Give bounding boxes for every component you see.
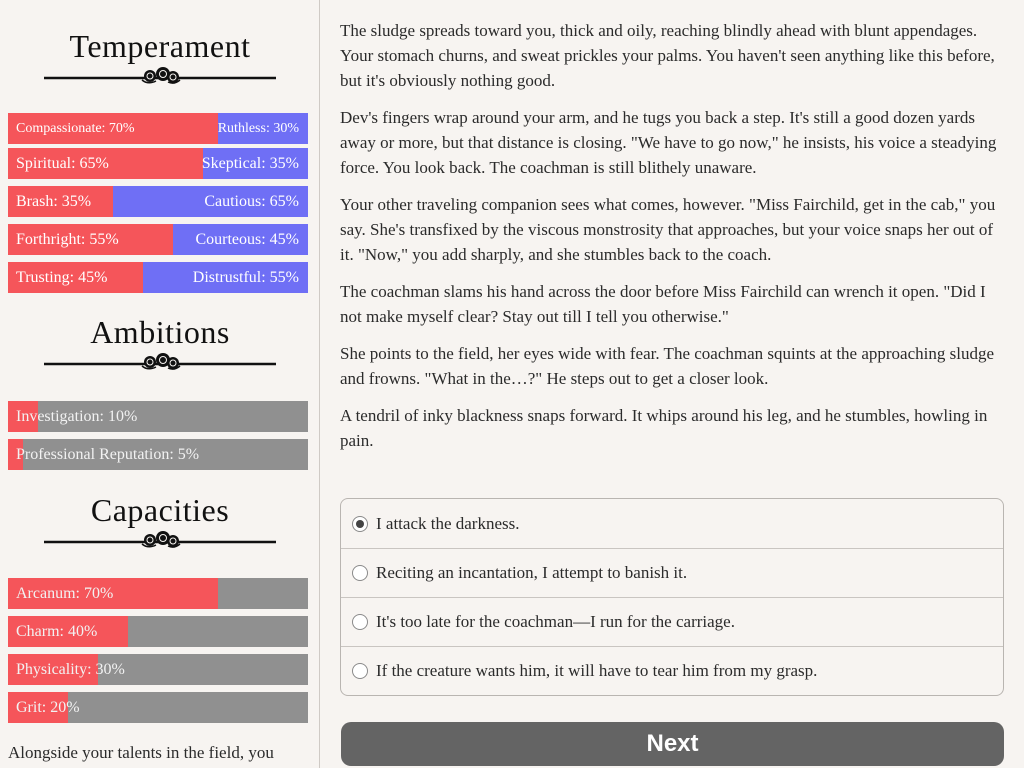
bar-right-label: Cautious: 65% bbox=[204, 193, 299, 210]
bar-left-label: Trusting: 45% bbox=[16, 269, 108, 286]
rose-divider-icon bbox=[44, 528, 276, 550]
bar-right-label: Courteous: 45% bbox=[195, 231, 299, 248]
choice-option[interactable] bbox=[341, 597, 1003, 646]
bar-label: Arcanum: 70% bbox=[16, 585, 114, 602]
story-paragraph: A tendril of inky blackness snaps forward. It whips around his leg, and he stumbles, howling in pain. bbox=[340, 406, 988, 450]
bar-left-label: Forthright: 55% bbox=[16, 231, 119, 248]
capacity-bar bbox=[8, 692, 308, 723]
rose-divider-icon bbox=[44, 64, 276, 86]
bar-right-label: Ruthless: 30% bbox=[217, 121, 299, 136]
story-paragraph: Your other traveling companion sees what comes, however. "Miss Fairchild, get in the cab," you say. She's transfixed by the viscous monstrosity that approaches, but your voice snaps her out of it. "Now," you add sharply, and she stumbles back to the coach. bbox=[340, 195, 996, 264]
choice-label: If the creature wants him, it will have to tear him from my grasp. bbox=[376, 661, 818, 680]
bar-left-label: Spiritual: 65% bbox=[16, 155, 109, 172]
ambitions-header bbox=[0, 316, 320, 372]
story-paragraph: Dev's fingers wrap around your arm, and he tugs you back a step. It's still a good dozen yards away or more, but that distance is closing. "We have to go now," he insists, his voice a steadying force. You look back. The coachman is still blithely unaware. bbox=[340, 108, 997, 177]
ambition-bar bbox=[8, 439, 308, 470]
bar-label: Investigation: 10% bbox=[16, 408, 138, 425]
temperament-bar bbox=[8, 262, 308, 293]
story-paragraph: The sludge spreads toward you, thick and oily, reaching blindly ahead with blunt appendages. Your stomach churns, and sweat prickles your palms. You haven't seen anything like this before, but it's obviously nothing good. bbox=[340, 21, 995, 90]
bar-label: Physicality: 30% bbox=[16, 661, 125, 678]
temperament-bar bbox=[8, 224, 308, 255]
choice-list bbox=[340, 498, 1004, 696]
choice-option[interactable] bbox=[341, 499, 1003, 548]
sidebar-description: Alongside your talents in the field, you bbox=[8, 743, 274, 762]
story-paragraph: The coachman slams his hand across the door before Miss Fairchild can wrench it open. "Did I not make myself clear? Stay out till I tell you otherwise." bbox=[340, 282, 986, 326]
radio-button[interactable] bbox=[352, 516, 368, 532]
temperament-bar bbox=[8, 148, 308, 179]
ambition-bar bbox=[8, 401, 308, 432]
capacity-bar bbox=[8, 654, 308, 685]
choice-option[interactable] bbox=[341, 548, 1003, 597]
capacity-bar bbox=[8, 578, 308, 609]
capacity-bar bbox=[8, 616, 308, 647]
choice-label: It's too late for the coachman—I run for the carriage. bbox=[376, 612, 735, 631]
choice-option[interactable] bbox=[341, 646, 1003, 695]
capacities-header bbox=[0, 494, 320, 550]
capacities-title: Capacities bbox=[90, 492, 230, 528]
bar-label: Professional Reputation: 5% bbox=[16, 446, 200, 463]
temperament-bar bbox=[8, 186, 308, 217]
choice-label: Reciting an incantation, I attempt to banish it. bbox=[376, 563, 688, 582]
bar-label: Grit: 20% bbox=[16, 699, 80, 716]
bar-right-label: Distrustful: 55% bbox=[192, 269, 299, 286]
bar-left-label: Brash: 35% bbox=[16, 193, 92, 210]
bar-label: Charm: 40% bbox=[16, 623, 98, 640]
radio-button[interactable] bbox=[352, 614, 368, 630]
temperament-header bbox=[0, 30, 320, 86]
bar-right-label: Skeptical: 35% bbox=[201, 155, 299, 172]
temperament-title: Temperament bbox=[69, 28, 251, 64]
choice-label: I attack the darkness. bbox=[376, 513, 520, 533]
radio-button[interactable] bbox=[352, 663, 368, 679]
bar-left-label: Compassionate: 70% bbox=[16, 121, 135, 136]
rose-divider-icon bbox=[44, 350, 276, 372]
temperament-bar bbox=[8, 113, 308, 144]
story-paragraph: She points to the field, her eyes wide with fear. The coachman squints at the approaching sludge and frowns. "What in the…?" He steps out to get a closer look. bbox=[340, 344, 995, 388]
ambitions-title: Ambitions bbox=[90, 314, 230, 350]
story-text bbox=[340, 18, 1008, 465]
radio-button[interactable] bbox=[352, 565, 368, 581]
next-button[interactable]: Next bbox=[341, 722, 1004, 766]
stats-sidebar bbox=[0, 0, 320, 768]
